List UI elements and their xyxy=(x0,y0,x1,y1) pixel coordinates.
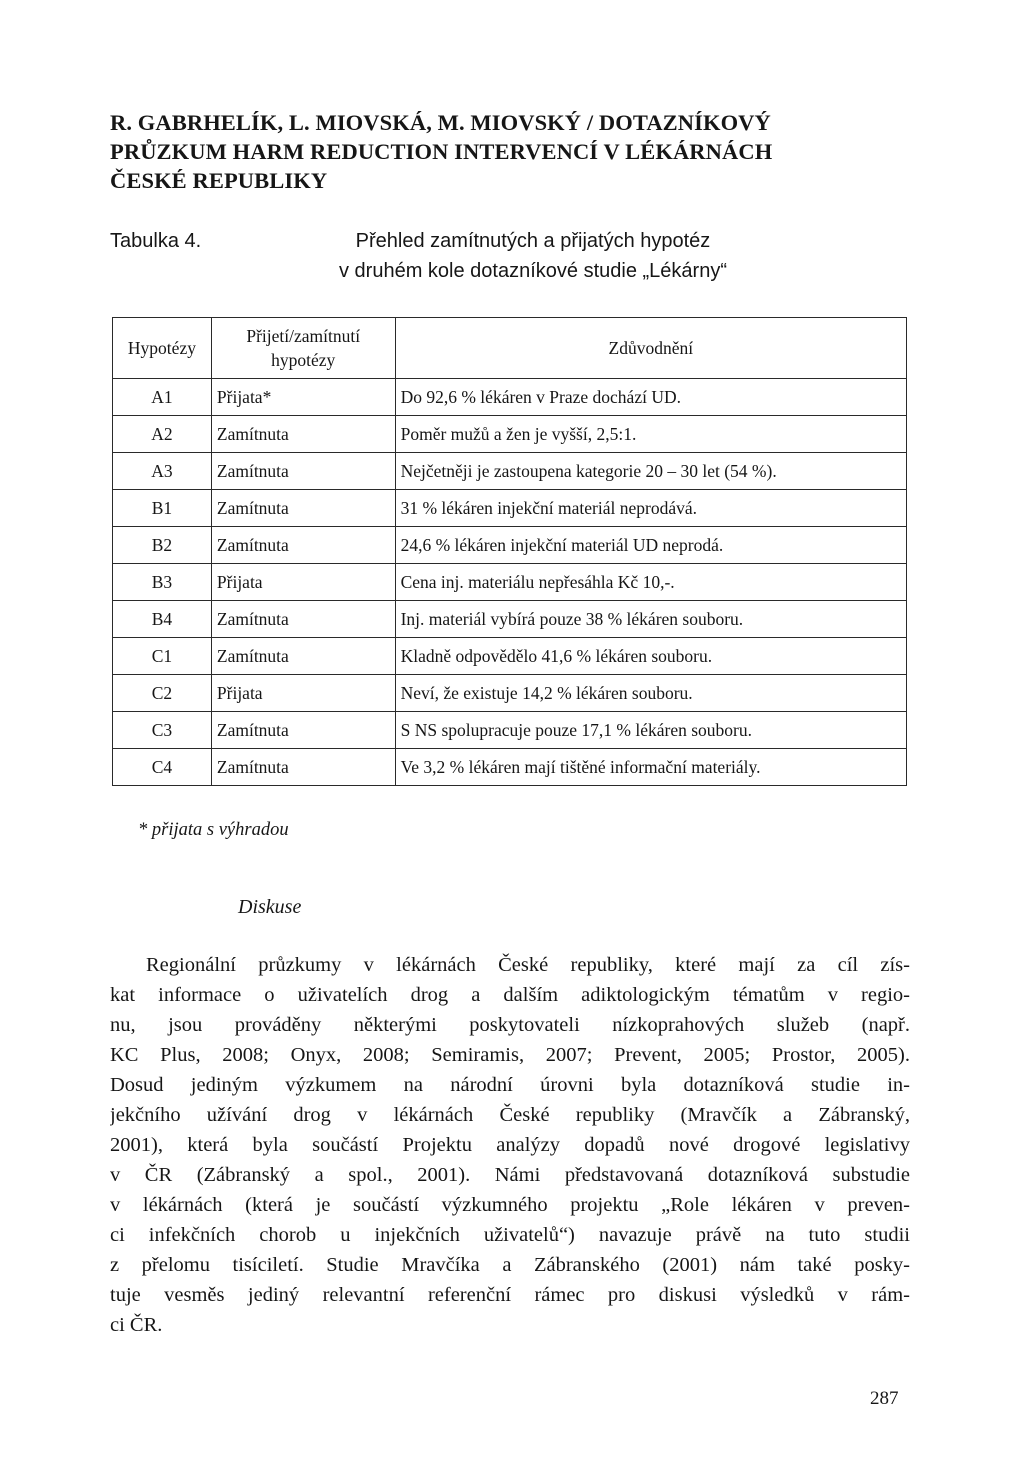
table-row xyxy=(113,638,907,675)
hypothesis-status: Zamítnuta xyxy=(211,527,395,564)
hypotheses-table xyxy=(112,317,907,786)
hypothesis-status: Zamítnuta xyxy=(211,712,395,749)
table-row xyxy=(113,527,907,564)
hypothesis-code: A1 xyxy=(113,379,212,416)
hypothesis-status: Zamítnuta xyxy=(211,490,395,527)
hypothesis-status: Zamítnuta xyxy=(211,453,395,490)
table-caption-line: Přehled zamítnutých a přijatých hypotéz xyxy=(355,230,711,252)
hypothesis-code: C1 xyxy=(113,638,212,675)
hypothesis-code: B2 xyxy=(113,527,212,564)
paragraph-line: v lékárnách (která je součástí výzkumného projektu „Role lékáren v preven- xyxy=(110,1194,910,1216)
paragraph-line: KC Plus, 2008; Onyx, 2008; Semiramis, 2007; Prevent, 2005; Prostor, 2005). xyxy=(110,1044,910,1066)
paragraph-line: jekčního užívání drog v lékárnách České republiky (Mravčík a Zábranský, xyxy=(110,1104,910,1126)
hypothesis-reason: Cena inj. materiálu nepřesáhla Kč 10,-. xyxy=(395,564,906,601)
paragraph-line: z přelomu tisíciletí. Studie Mravčíka a Zábranského (2001) nám také posky- xyxy=(110,1254,910,1276)
table-row xyxy=(113,749,907,786)
table-row xyxy=(113,453,907,490)
table-row xyxy=(113,416,907,453)
column-header-acceptance-line: hypotézy xyxy=(271,350,336,370)
hypothesis-status: Zamítnuta xyxy=(211,416,395,453)
hypothesis-code: C2 xyxy=(113,675,212,712)
table-label: Tabulka 4. xyxy=(110,230,202,252)
hypothesis-reason: Do 92,6 % lékáren v Praze dochází UD. xyxy=(395,379,906,416)
hypothesis-reason: Kladně odpovědělo 41,6 % lékáren souboru. xyxy=(395,638,906,675)
table-header-row xyxy=(113,318,907,379)
table-caption xyxy=(268,226,798,286)
hypothesis-code: C3 xyxy=(113,712,212,749)
paragraph-line: Dosud jediným výzkumem na národní úrovni byla dotazníková studie in- xyxy=(110,1074,910,1096)
table-row xyxy=(113,564,907,601)
hypothesis-reason: Ve 3,2 % lékáren mají tištěné informační materiály. xyxy=(395,749,906,786)
hypothesis-reason: Poměr mužů a žen je vyšší, 2,5:1. xyxy=(395,416,906,453)
running-header xyxy=(110,108,910,195)
paragraph-line: ci ČR. xyxy=(110,1314,163,1336)
header-line: ČESKÉ REPUBLIKY xyxy=(110,168,328,193)
hypothesis-code: A2 xyxy=(113,416,212,453)
table-row xyxy=(113,675,907,712)
hypothesis-reason: 24,6 % lékáren injekční materiál UD neprodá. xyxy=(395,527,906,564)
section-heading: Diskuse xyxy=(238,896,302,918)
column-header-justification: Zdůvodnění xyxy=(395,318,906,379)
hypothesis-status: Zamítnuta xyxy=(211,749,395,786)
header-line: R. GABRHELÍK, L. MIOVSKÁ, M. MIOVSKÝ / DOTAZNÍKOVÝ xyxy=(110,110,771,135)
paragraph-line: Regionální průzkumy v lékárnách České republiky, které mají za cíl zís- xyxy=(146,954,910,976)
table-row xyxy=(113,601,907,638)
hypothesis-reason: S NS spolupracuje pouze 17,1 % lékáren souboru. xyxy=(395,712,906,749)
paragraph-line: nu, jsou prováděny některými poskytovateli nízkoprahových služeb (např. xyxy=(110,1014,910,1036)
column-header-acceptance xyxy=(211,318,395,379)
body-paragraph xyxy=(110,950,910,1340)
table-row xyxy=(113,490,907,527)
hypothesis-reason: Nejčetněji je zastoupena kategorie 20 – 30 let (54 %). xyxy=(395,453,906,490)
hypothesis-reason: 31 % lékáren injekční materiál neprodává. xyxy=(395,490,906,527)
page-number: 287 xyxy=(870,1388,899,1409)
hypothesis-code: B4 xyxy=(113,601,212,638)
hypothesis-code: A3 xyxy=(113,453,212,490)
table-row xyxy=(113,712,907,749)
hypothesis-code: B1 xyxy=(113,490,212,527)
paragraph-line: v ČR (Zábranský a spol., 2001). Námi představovaná dotazníková substudie xyxy=(110,1164,910,1186)
column-header-acceptance-line: Přijetí/zamítnutí xyxy=(246,326,361,346)
table-row xyxy=(113,379,907,416)
column-header-hypotheses: Hypotézy xyxy=(113,318,212,379)
paragraph-line: kat informace o uživatelích drog a dalším adiktologickým tématům v regio- xyxy=(110,984,910,1006)
header-line: PRŮZKUM HARM REDUCTION INTERVENCÍ V LÉKÁRNÁCH xyxy=(110,139,773,164)
hypothesis-code: C4 xyxy=(113,749,212,786)
hypothesis-reason: Inj. materiál vybírá pouze 38 % lékáren souboru. xyxy=(395,601,906,638)
hypothesis-status: Přijata* xyxy=(211,379,395,416)
hypothesis-code: B3 xyxy=(113,564,212,601)
paragraph-line: 2001), která byla součástí Projektu analýzy dopadů nové drogové legislativy xyxy=(110,1134,910,1156)
paragraph-line: tuje vesměs jediný relevantní referenční rámec pro diskusi výsledků v rám- xyxy=(110,1284,910,1306)
hypothesis-reason: Neví, že existuje 14,2 % lékáren souboru. xyxy=(395,675,906,712)
hypothesis-status: Přijata xyxy=(211,564,395,601)
paragraph-line: ci infekčních chorob u injekčních uživatelů“) navazuje právě na tuto studii xyxy=(110,1224,910,1246)
hypothesis-status: Zamítnuta xyxy=(211,638,395,675)
table-caption-line: v druhém kole dotazníkové studie „Lékárny“ xyxy=(339,260,727,282)
hypothesis-status: Přijata xyxy=(211,675,395,712)
hypothesis-status: Zamítnuta xyxy=(211,601,395,638)
table-footnote: * přijata s výhradou xyxy=(138,820,289,840)
